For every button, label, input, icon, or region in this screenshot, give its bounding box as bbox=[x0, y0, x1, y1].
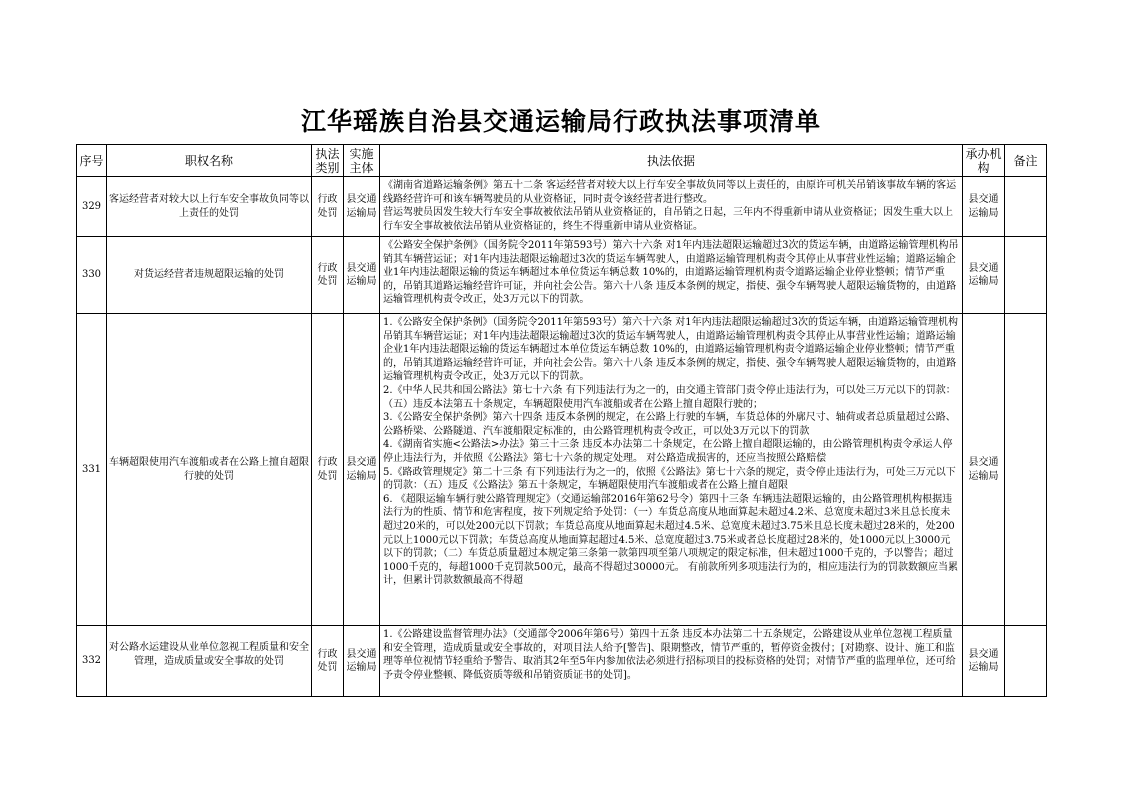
row-note bbox=[1005, 314, 1047, 626]
row-subject: 县交通运输局 bbox=[344, 314, 380, 626]
row-dept: 县交通运输局 bbox=[963, 237, 1005, 314]
row-seq: 330 bbox=[77, 237, 107, 314]
row-basis bbox=[380, 314, 963, 626]
header-subject: 实施主体 bbox=[344, 145, 380, 177]
header-row bbox=[77, 145, 1047, 177]
row-seq: 332 bbox=[77, 626, 107, 697]
row-type: 行政处罚 bbox=[312, 626, 344, 697]
row-note bbox=[1005, 177, 1047, 237]
row-type: 行政处罚 bbox=[312, 314, 344, 626]
basis-paragraph: 1.《公路建设监督管理办法》（交通部令2006年第6号）第四十五条 违反本办法第二十五条规定，公路建设从业单位忽视工程质量和安全管理，造成质量或安全事故的，对项目法人给予[警告]、限期整改，情节严重的，暂停资金拨付；[对勘察、设计、施工和监理等单位视情节轻重给予警告、取消其2年至5年内参加依法必须进行招标项目的投标资格的处罚；对情节严重的监理单位，还可给予责令停业整顿、降低资质等级和吊销资质证书的处罚]。 bbox=[383, 629, 956, 681]
basis-paragraph: 1.《公路安全保护条例》（国务院令2011年第593号）第六十六条 对1年内违法超限运输超过3次的货运车辆，由道路运输管理机构吊销其车辆营运证；对1年内违法超限运输超过3次的货运车辆驾驶人，由道路运输管理机构责令其停止从事营业性运输；道路运输企业1年内违法超限运输的货运车辆超过本单位货运车辆总数 10%的，由道路运输管理机构责令道路运输企业停业整顿；情节严重的，吊销其道路运输经营许可证，并向社会公告。第六十八条 违反本条例的规定，指使、强令车辆驾驶人超限运输货物的，由道路运输管理机构责令改正，处3万元以下的罚款。 bbox=[383, 317, 958, 383]
header-dept: 承办机构 bbox=[963, 145, 1005, 177]
row-dept: 县交通运输局 bbox=[963, 314, 1005, 626]
row-name bbox=[107, 626, 312, 697]
row-type: 行政处罚 bbox=[312, 177, 344, 237]
row-name: 客运经营者对较大以上行车安全事故负同等以上责任的处罚 bbox=[107, 177, 312, 237]
row-note bbox=[1005, 237, 1047, 314]
basis-paragraph: 6. 《超限运输车辆行驶公路管理规定》（交通运输部2016年第62号令）第四十三条 车辆违法超限运输的，由公路管理机构根据违法行为的性质、情节和危害程度，按下列规定给予处罚：（一）车货总高度从地面算起未超过4.2米、总宽度未超过3米且总长度未超过20米的，可以处200元以下罚款；车货总高度从地面算起未超过4.5米、总宽度未超过3.75米且总长度未超过28米的，处200元以上1000元以下罚款；车货总高度从地面算起超过4.5米、总宽度超过3.75米或者总长度超过28米的，处1000元以上3000元以下的罚款；（二）车货总质量超过本规定第三条第一款第四项至第八项规定的限定标准，但未超过1000千克的，予以警告；超过1000千克的，每超1000千克罚款500元，最高不得超过30000元。 有前款所列多项违法行为的，相应违法行为的罚款数额应当累计，但累计罚款数额最高不得超 bbox=[383, 493, 958, 587]
enforcement-table bbox=[76, 144, 1047, 697]
basis-paragraph: 2.《中华人民共和国公路法》第七十六条 有下列违法行为之一的，由交通主管部门责令停止违法行为，可以处三万元以下的罚款：（五）违反本法第五十条规定，车辆超限使用汽车渡船或者在公路上擅自超限行驶的； bbox=[383, 384, 956, 410]
basis-paragraph: 5.《路政管理规定》第二十三条 有下列违法行为之一的，依照《公路法》第七十六条的规定，责令停止违法行为，可处三万元以下的罚款：（五）违反《公路法》第五十条规定，车辆超限使用汽车渡船或者在公路上擅自超限 bbox=[383, 466, 956, 492]
table-row bbox=[77, 237, 1047, 314]
header-basis: 执法依据 bbox=[380, 145, 963, 177]
row-seq: 329 bbox=[77, 177, 107, 237]
header-name: 职权名称 bbox=[107, 145, 312, 177]
row-subject: 县交通运输局 bbox=[344, 237, 380, 314]
row-name-text: 对公路水运建设从业单位忽视工程质量和安全管理，造成质量或安全事故的处罚 bbox=[109, 642, 309, 667]
page-title: 江华瑶族自治县交通运输局行政执法事项清单 bbox=[300, 107, 821, 136]
header-type: 执法类别 bbox=[312, 145, 344, 177]
header-note: 备注 bbox=[1005, 145, 1047, 177]
basis-paragraph: 《公路安全保护条例》（国务院令2011年第593号）第六十六条 对1年内违法超限运输超过3次的货运车辆，由道路运输管理机构吊销其车辆营运证；对1年内违法超限运输超过3次的货运车辆驾驶人，由道路运输管理机构责令其停止从事营业性运输；道路运输企业1年内违法超限运输的货运车辆超过本单位货运车辆总数 10%的，由道路运输管理机构责令道路运输企业停业整顿；情节严重的，吊销其道路运输经营许可证，并向社会公告。第六十八条 违反本条例的规定，指使、强令车辆驾驶人超限运输货物的，由道路运输管理机构责令改正，处3万元以下的罚款。 bbox=[383, 240, 959, 306]
table-row bbox=[77, 314, 1047, 626]
row-dept: 县交通运输局 bbox=[963, 177, 1005, 237]
row-note bbox=[1005, 626, 1047, 697]
row-subject: 县交通运输局 bbox=[344, 177, 380, 237]
basis-paragraph: 《湖南省道路运输条例》第五十二条 客运经营者对较大以上行车安全事故负同等以上责任的，由原许可机关吊销该事故车辆的客运线路经营许可和该车辆驾驶员的从业资格证，同时责令该经营者进行整改。 bbox=[383, 180, 957, 205]
row-seq: 331 bbox=[77, 314, 107, 626]
row-basis bbox=[380, 237, 963, 314]
basis-paragraph: 3.《公路安全保护条例》第六十四条 违反本条例的规定，在公路上行驶的车辆，车货总体的外廓尺寸、轴荷或者总质量超过公路、公路桥梁、公路隧道、汽车渡船限定标准的，由公路管理机构责令改正，可以处3万元以下的罚款 bbox=[383, 412, 956, 437]
table-row bbox=[77, 177, 1047, 237]
row-name: 对货运经营者违规超限运输的处罚 bbox=[107, 237, 312, 314]
row-type: 行政处罚 bbox=[312, 237, 344, 314]
row-subject: 县交通运输局 bbox=[344, 626, 380, 697]
header-seq: 序号 bbox=[77, 145, 107, 177]
basis-paragraph: 营运驾驶员因发生较大行车安全事故被依法吊销从业资格证的，自吊销之日起，三年内不得重新申请从业资格证；因发生重大以上行车安全事故被依法吊销从业资格证的，终生不得重新申请从业资格证。 bbox=[383, 207, 953, 232]
table-row bbox=[77, 626, 1047, 697]
basis-paragraph: 4.《湖南省实施<公路法>办法》第三十三条 违反本办法第二十条规定，在公路上擅自超限运输的，由公路管理机构责令承运人停停止违法行为，并依照《公路法》第七十六条的规定处理。 对公路造成损害的，还应当按照公路赔偿 bbox=[383, 439, 953, 464]
row-basis bbox=[380, 177, 963, 237]
row-dept: 县交通运输局 bbox=[963, 626, 1005, 697]
row-name: 车辆超限使用汽车渡船或者在公路上擅自超限行驶的处罚 bbox=[107, 314, 312, 626]
row-basis bbox=[380, 626, 963, 697]
